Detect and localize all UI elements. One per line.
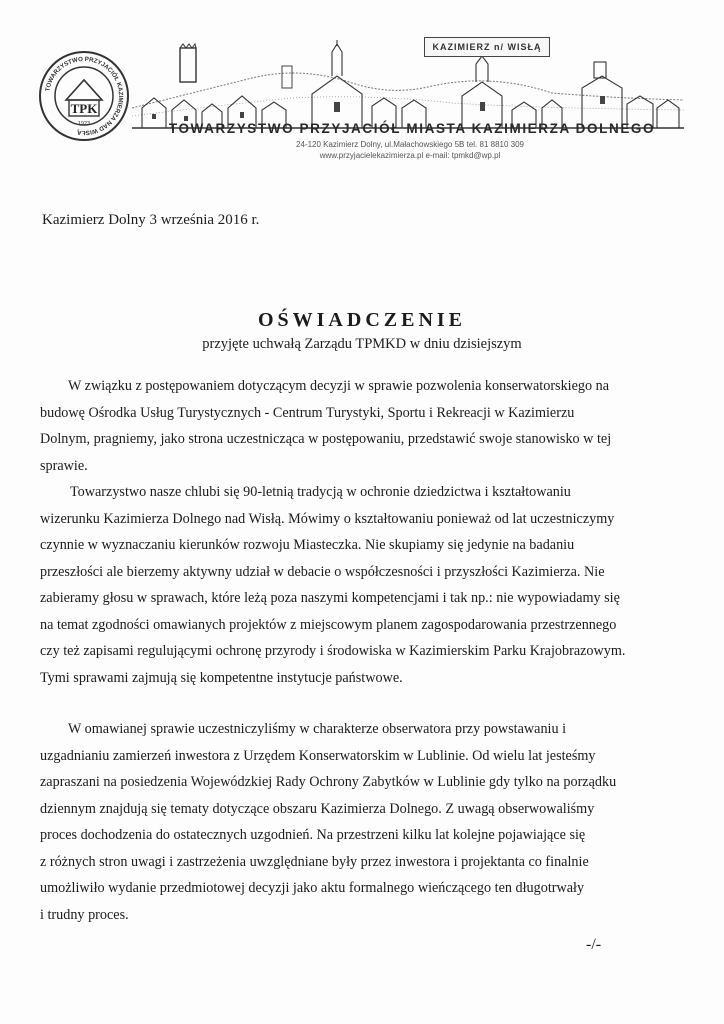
text-line: Tymi sprawami zajmują się kompetentne instytucje państwowe. [40, 669, 403, 686]
text-line: Towarzystwo nasze chlubi się 90-letnią tradycją w ochronie dziedzictwa i kształtowaniu [70, 484, 571, 500]
text-line: z różnych stron uwagi i zastrzeżenia uwzględniane były przez inwestora i projektanta co finalnie [40, 853, 589, 870]
town-skyline-illustration [132, 38, 684, 130]
society-name: TOWARZYSTWO PRZYJACIÓŁ MIASTA KAZIMIERZA DOLNEGO [168, 121, 656, 136]
paragraph-3 [40, 716, 680, 928]
text-line: W omawianej sprawie uczestniczyliśmy w charakterze obserwatora przy powstawaniu i [68, 721, 567, 737]
text-line: i trudny proces. [40, 906, 129, 923]
svg-text:1923: 1923 [77, 121, 91, 127]
paragraph-1 [40, 373, 680, 479]
text-line: dziennym znajdują się tematy dotyczące obszaru Kazimierza Dolnego. Z uwagą obserwowaliśmy [40, 800, 595, 817]
text-line: W związku z postępowaniem dotyczącym decyzji w sprawie pozwolenia konserwatorskiego na [68, 378, 610, 394]
text-line: zabieramy głosu w sprawach, które leżą poza naszymi kompetencjami i tak np.: nie wypowiadamy się [40, 590, 620, 606]
page-continuation-mark: -/- [586, 936, 602, 953]
text-line: wizerunku Kazimierza Dolnego nad Wisłą. Mówimy o kształtowaniu ponieważ od lat uczestniczymy [40, 510, 615, 527]
town-name-banner: KAZIMIERZ n/ WISŁĄ [424, 37, 550, 57]
text-line: umożliwiło wydanie przedmiotowej decyzji jako aktu formalnego wieńczącego ten długotrwały [40, 880, 585, 896]
place-and-date: Kazimierz Dolny 3 września 2016 r. [42, 212, 260, 228]
text-line: Dolnym, pragniemy, jako strona uczestnicząca w postępowaniu, przedstawić swoje stanowisko w tej [40, 431, 612, 447]
text-line: sprawie. [40, 457, 88, 474]
paragraph-2 [40, 479, 680, 691]
society-web-email: www.przyjacielekazimierza.pl e-mail: tpmkd@wp.pl [319, 151, 501, 160]
society-seal-logo [38, 50, 130, 142]
text-line: przeszłości ale bierzemy aktywny udział w debacie o współczesności i przyszłości Kazimierza. Nie [40, 563, 605, 580]
document-subtitle: przyjęte uchwałą Zarządu TPMKD w dniu dzisiejszym [202, 336, 522, 352]
document-title: OŚWIADCZENIE [257, 309, 467, 331]
svg-text:TPK: TPK [70, 101, 98, 116]
text-line: czynnie w wyznaczaniu kierunków rozwoju Miasteczka. Nie skupiamy się jedynie na badaniu [40, 537, 575, 553]
text-line: proces dochodzenia do ostatecznych uzgodnień. Na przestrzeni kilku lat kolejne pojawiające się [40, 827, 586, 843]
text-line: budowę Ośrodka Usług Turystycznych - Centrum Turystyki, Sportu i Rekreacji w Kazimierzu [40, 404, 575, 421]
society-address: 24-120 Kazimierz Dolny, ul.Małachowskiego 5B tel. 81 8810 309 [296, 140, 524, 149]
text-line: czy też zapisami regulującymi ochronę przyrody i środowiska w Kazimierskim Parku Krajobrazowym. [40, 643, 626, 659]
svg-text:TOWARZYSTWO PRZYJACIÓŁ KAZIMIE: TOWARZYSTWO PRZYJACIÓŁ KAZIMIERZA NAD WISŁĄ [44, 55, 125, 137]
text-line: uzgadnianiu zamierzeń inwestora z Urzędem Konserwatorskim w Lublinie. Od wielu lat jesteśmy [40, 747, 596, 764]
text-line: na temat zgodności omawianych projektów z miejscowym planem zagospodarowania przestrzennego [40, 616, 617, 633]
text-line: zapraszani na posiedzenia Wojewódzkiej Rady Ochrony Zabytków w Lublinie gdy tylko na porządku [40, 774, 617, 790]
